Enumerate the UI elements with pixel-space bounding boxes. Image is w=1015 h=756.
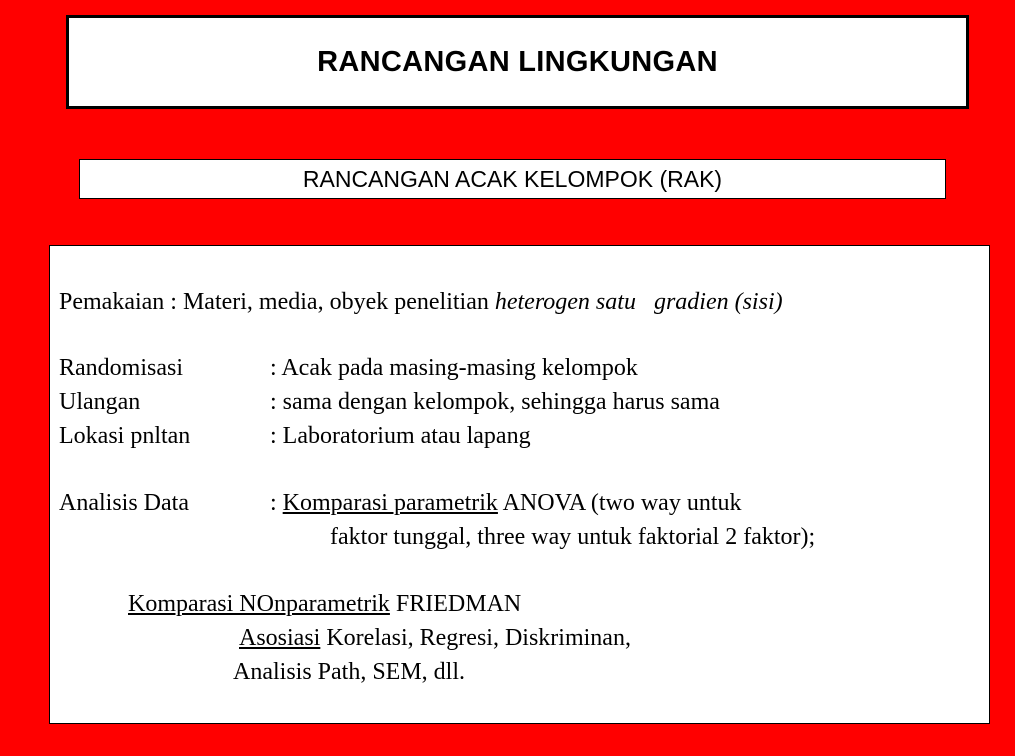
row-label-lokasi: Lokasi pnltan bbox=[59, 423, 191, 449]
title-box bbox=[66, 15, 969, 109]
row-label-ulangan: Ulangan bbox=[59, 389, 141, 415]
analisis-line-1 bbox=[270, 489, 741, 517]
page-title: RANCANGAN LINGKUNGAN bbox=[317, 45, 718, 78]
row-value-randomisasi: : Acak pada masing-masing kelompok bbox=[270, 355, 638, 381]
row-value-ulangan: : sama dengan kelompok, sehingga harus sama bbox=[270, 389, 720, 415]
analisis-line-2: faktor tunggal, three way untuk faktorial 2 faktor); bbox=[330, 524, 816, 550]
page-subtitle: RANCANGAN ACAK KELOMPOK (RAK) bbox=[302, 165, 723, 192]
nonparametrik-line bbox=[128, 590, 521, 618]
analisis-label: Analisis Data bbox=[59, 490, 189, 516]
row-value-lokasi: : Laboratorium atau lapang bbox=[270, 423, 531, 449]
subtitle-box bbox=[79, 159, 946, 199]
pemakaian-text: Pemakaian : Materi, media, obyek penelitian bbox=[59, 289, 495, 315]
komparasi-nonparametrik-link[interactable]: Komparasi NOnparametrik bbox=[128, 591, 390, 617]
pemakaian-line bbox=[59, 288, 783, 316]
analisis-colon: : bbox=[270, 490, 283, 516]
row-label-randomisasi: Randomisasi bbox=[59, 355, 183, 381]
asosiasi-text: Korelasi, Regresi, Diskriminan, bbox=[320, 625, 631, 651]
friedman-text: FRIEDMAN bbox=[389, 591, 522, 617]
asosiasi-line bbox=[239, 624, 631, 652]
pemakaian-italic: heterogen satu gradien (sisi) bbox=[494, 289, 783, 315]
komparasi-parametrik-link[interactable]: Komparasi parametrik bbox=[282, 490, 498, 516]
content-box bbox=[49, 245, 990, 724]
analisis-path-line: Analisis Path, SEM, dll. bbox=[233, 659, 466, 685]
asosiasi-link[interactable]: Asosiasi bbox=[239, 625, 321, 651]
analisis-text-1: ANOVA (two way untuk bbox=[497, 490, 742, 516]
